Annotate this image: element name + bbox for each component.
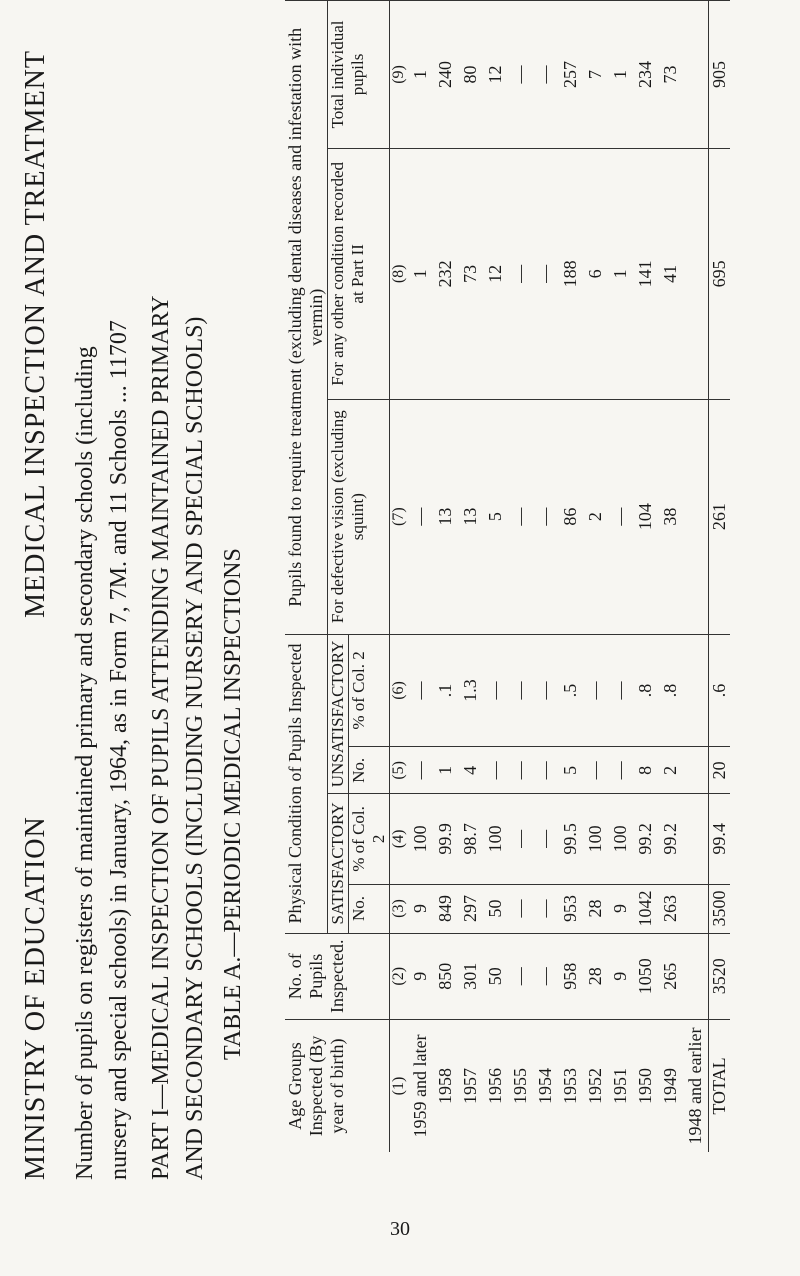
table-cell: — — [610, 761, 630, 780]
table-cell: 1 — [610, 269, 630, 279]
unsatisfactory-header: UNSATISFACTORY — [328, 634, 349, 794]
table-cell: — — [510, 761, 530, 780]
table-cell: 301 — [460, 962, 480, 990]
table-cell: 12 — [485, 264, 505, 283]
table-cell — [683, 406, 708, 628]
column-number-6: (6) — [390, 634, 409, 747]
table-cell: 50 — [485, 899, 505, 918]
table-cell: — — [585, 681, 605, 700]
column-other — [408, 148, 709, 399]
table-cell: — — [535, 761, 555, 780]
table-cell — [683, 753, 708, 787]
column-number-row — [390, 1, 409, 1153]
age-header: Age Groups Inspected (By year of birth) — [285, 1020, 390, 1153]
sat-pct-header: % of Col. 2 — [349, 794, 390, 884]
table-cell: — — [535, 899, 555, 918]
table-cell: 1950 — [635, 1068, 655, 1104]
table-cell: 1951 — [610, 1068, 630, 1104]
table-cell: 1955 — [510, 1068, 530, 1104]
column-number-7: (7) — [390, 399, 409, 634]
table-cell: 100 — [610, 825, 630, 853]
column-number-4: (4) — [390, 794, 409, 884]
table-cell: 2 — [660, 765, 680, 775]
total-other: 695 — [709, 148, 731, 399]
table-cell: — — [535, 681, 555, 700]
table-cell: 38 — [660, 507, 680, 526]
column-number-3: (3) — [390, 884, 409, 933]
table-cell: 257 — [560, 60, 580, 88]
other-header: For any other condition recorded at Part II — [328, 148, 390, 399]
table-cell: 9 — [610, 971, 630, 981]
ministry-title: MINISTRY OF EDUCATION — [20, 816, 51, 1180]
total-vision: 261 — [709, 399, 731, 634]
table-cell: 849 — [435, 895, 455, 923]
table-cell: — — [510, 829, 530, 848]
table-cell: — — [610, 681, 630, 700]
table-cell: — — [535, 967, 555, 986]
total-sat_pct: 99.4 — [709, 794, 731, 884]
table-cell: 13 — [460, 507, 480, 526]
table-cell: 240 — [435, 60, 455, 88]
table-cell: 1957 — [460, 1068, 480, 1104]
table-cell: 6 — [585, 269, 605, 279]
table-cell: 1 — [410, 269, 430, 279]
table-cell: 1042 — [635, 890, 655, 927]
table-cell: 5 — [485, 512, 505, 522]
table-cell: 1954 — [535, 1068, 555, 1104]
table-cell: 8 — [635, 765, 655, 775]
table-cell: .8 — [660, 683, 680, 698]
total-unsat_no: 20 — [709, 747, 731, 794]
total-age: TOTAL — [709, 1020, 731, 1153]
registers-line-1: Number of pupils on registers of maintained primary and secondary schools (including — [72, 346, 98, 1180]
table-cell: 1953 — [560, 1068, 580, 1104]
table-cell: 1 — [435, 765, 455, 775]
table-cell: 12 — [485, 65, 505, 84]
table-cell: 141 — [635, 260, 655, 288]
unsat-pct-header: % of Col. 2 — [349, 634, 390, 747]
column-total — [408, 1, 709, 149]
table-cell: — — [410, 507, 430, 526]
table-cell: 265 — [660, 962, 680, 990]
table-cell: — — [510, 899, 530, 918]
table-cell: 99.5 — [560, 823, 580, 855]
table-cell: — — [510, 264, 530, 283]
satisfactory-header: SATISFACTORY — [328, 794, 349, 933]
table-cell: 1 — [610, 69, 630, 79]
table-cell: .8 — [635, 683, 655, 698]
table-cell: 2 — [585, 512, 605, 522]
total-sat_no: 3500 — [709, 884, 731, 933]
table-cell: 1948 and earlier — [685, 1027, 705, 1145]
table-cell: 80 — [460, 65, 480, 84]
table-cell: 99.2 — [660, 823, 680, 855]
table-cell: 9 — [410, 904, 430, 914]
table-cell: 73 — [460, 264, 480, 283]
table-cell — [683, 7, 708, 142]
column-number-5: (5) — [390, 747, 409, 794]
table-cell: .5 — [560, 683, 580, 698]
table-cell: 953 — [560, 895, 580, 923]
column-number-9: (9) — [390, 1, 409, 149]
column-number-8: (8) — [390, 148, 409, 399]
table-cell: 100 — [585, 825, 605, 853]
table-cell: — — [535, 65, 555, 84]
sat-no-header: No. — [349, 884, 390, 933]
page-number: 30 — [390, 1218, 410, 1240]
registers-line-2: nursery and special schools) in January, 1964, as in Form 7, 7M. and 11 Schools ... 11707 — [106, 320, 132, 1180]
table-cell: 100 — [410, 825, 430, 853]
table-cell: 86 — [560, 507, 580, 526]
table-cell: .1 — [435, 683, 455, 698]
table-cell — [683, 641, 708, 741]
column-vision — [408, 399, 709, 634]
table-cell: 1949 — [660, 1068, 680, 1104]
part-title: PART I—MEDICAL INSPECTION OF PUPILS ATTENDING MAINTAINED PRIMARY — [148, 295, 174, 1180]
physical-condition-header: Physical Condition of Pupils Inspected — [285, 634, 328, 933]
table-cell: 28 — [585, 899, 605, 918]
section-title: MEDICAL INSPECTION AND TREATMENT — [20, 50, 51, 618]
table-cell: 297 — [460, 895, 480, 923]
table-cell: 99.9 — [435, 823, 455, 855]
table-cell: 263 — [660, 895, 680, 923]
table-cell: 28 — [585, 967, 605, 986]
part-title-2: AND SECONDARY SCHOOLS (INCLUDING NURSERY AND SPECIAL SCHOOLS) — [182, 316, 208, 1180]
table-cell: 9 — [610, 904, 630, 914]
table-cell: 234 — [635, 60, 655, 88]
table-cell: — — [510, 507, 530, 526]
table-cell: 73 — [660, 65, 680, 84]
table-title: TABLE A.—PERIODIC MEDICAL INSPECTIONS — [220, 548, 246, 1060]
table-cell: 1952 — [585, 1068, 605, 1104]
table-cell: — — [610, 507, 630, 526]
table-cell: 1050 — [635, 958, 655, 995]
table-cell: 99.2 — [635, 823, 655, 855]
table-cell: 7 — [585, 69, 605, 79]
table-cell: 5 — [560, 765, 580, 775]
total-row — [709, 1, 731, 1153]
table-cell: 232 — [435, 260, 455, 288]
table-cell: — — [410, 761, 430, 780]
total-total: 905 — [709, 1, 731, 149]
table-cell: 1956 — [485, 1068, 505, 1104]
table-cell: 1959 and later — [410, 1034, 430, 1138]
table-cell: 104 — [635, 503, 655, 531]
table-cell: 98.7 — [460, 823, 480, 855]
table-cell: 958 — [560, 962, 580, 990]
table-cell: — — [510, 967, 530, 986]
table-cell: 850 — [435, 962, 455, 990]
table-cell: — — [510, 681, 530, 700]
vision-header: For defective vision (excluding squint) — [328, 399, 390, 634]
column-sat_no — [408, 884, 709, 933]
table-cell: 1 — [410, 69, 430, 79]
table-cell: 4 — [460, 765, 480, 775]
table-cell: 50 — [485, 967, 505, 986]
table-cell: — — [410, 681, 430, 700]
table-cell: 41 — [660, 264, 680, 283]
table-cell: — — [585, 761, 605, 780]
total-header: Total individual pupils — [328, 1, 390, 149]
column-number-1: (1) — [390, 1020, 409, 1153]
column-inspected — [408, 933, 709, 1019]
table-cell: 1958 — [435, 1068, 455, 1104]
column-unsat_pct — [408, 634, 709, 747]
column-age — [408, 1020, 709, 1153]
table-cell: 100 — [485, 825, 505, 853]
total-unsat_pct: .6 — [709, 634, 731, 747]
table-cell: — — [535, 507, 555, 526]
table-cell: — — [535, 829, 555, 848]
total-inspected: 3520 — [709, 933, 731, 1019]
column-number-2: (2) — [390, 933, 409, 1019]
column-sat_pct — [408, 794, 709, 884]
table-cell: 13 — [435, 507, 455, 526]
table-cell — [683, 891, 708, 927]
table-cell: 9 — [410, 971, 430, 981]
column-unsat_no — [408, 747, 709, 794]
inspection-table — [285, 0, 730, 1152]
table-cell: — — [485, 681, 505, 700]
table-cell — [683, 800, 708, 877]
table-cell: 1.3 — [460, 679, 480, 702]
data-body-row — [408, 1, 709, 1153]
table-cell — [683, 940, 708, 1013]
table-cell: 188 — [560, 260, 580, 288]
unsat-no-header: No. — [349, 747, 390, 794]
treatment-header: Pupils found to require treatment (excluding dental diseases and infestation with vermin) — [285, 1, 328, 635]
table-cell: — — [535, 264, 555, 283]
table-cell — [683, 155, 708, 393]
table-cell: — — [485, 761, 505, 780]
inspected-header: No. of Pupils Inspected. — [285, 933, 390, 1019]
table-cell: — — [510, 65, 530, 84]
